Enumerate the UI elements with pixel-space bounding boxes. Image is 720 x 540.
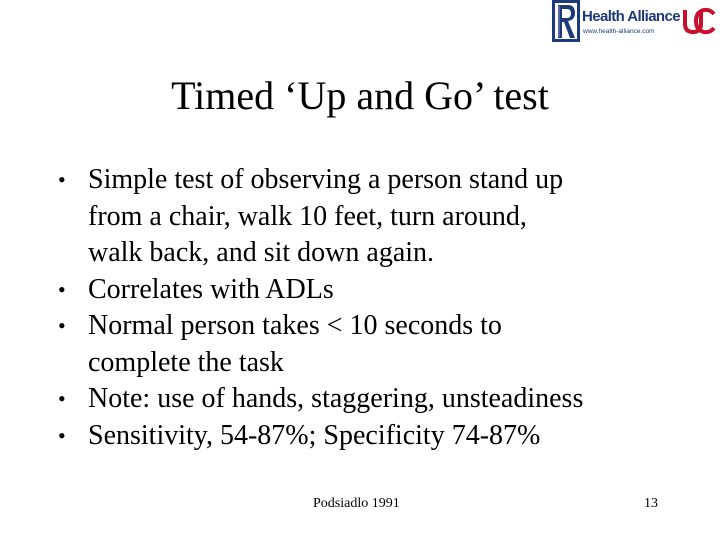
bullet-list: [58, 162, 698, 454]
bullet-icon: •: [58, 313, 66, 338]
slide-title: Timed ‘Up and Go’ test: [171, 73, 549, 118]
bullet-item: [58, 418, 698, 455]
bullet-text-line: from a chair, walk 10 feet, turn around,: [88, 200, 527, 232]
bullet-item: [58, 162, 698, 272]
bullet-text-line: Correlates with ADLs: [88, 273, 334, 305]
uc-logo-icon: [682, 6, 716, 36]
health-alliance-url: www.health-alliance.com: [583, 28, 655, 35]
bullet-icon: •: [58, 276, 66, 302]
bullet-text-line: walk back, and sit down again.: [88, 237, 435, 268]
bullet-text-line: Note: use of hands, staggering, unsteadiness: [88, 383, 584, 414]
health-alliance-mark-icon: [552, 0, 580, 42]
footer-reference: Podsiadlo 1991: [313, 496, 400, 511]
bullet-text-line: Sensitivity, 54-87%; Specificity 74-87%: [88, 419, 541, 451]
bullet-icon: •: [58, 386, 66, 411]
bullet-text-line: Simple test of observing a person stand up: [88, 164, 564, 195]
bullet-item: [58, 381, 698, 418]
bullet-text-line: complete the task: [88, 346, 284, 378]
bullet-item: [58, 272, 698, 309]
health-alliance-logo: [552, 0, 678, 44]
bullet-icon: •: [58, 167, 66, 192]
bullet-text-line: Normal person takes < 10 seconds to: [88, 310, 502, 341]
logo-area: [552, 0, 720, 44]
slide-number: 13: [644, 496, 658, 511]
bullet-icon: •: [58, 422, 66, 448]
bullet-item: [58, 308, 698, 381]
health-alliance-name: Health Alliance: [582, 8, 680, 25]
